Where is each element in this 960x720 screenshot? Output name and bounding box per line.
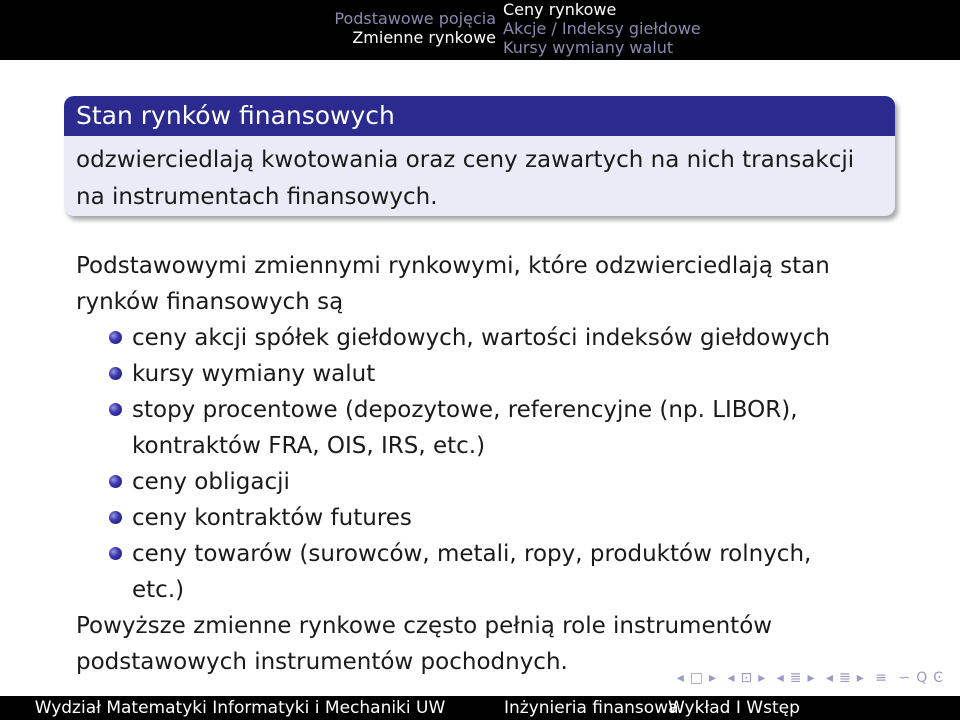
header-section-nav [334, 9, 496, 47]
list-item-text-continued: etc.) [132, 577, 185, 603]
intro-line-1: Podstawowymi zmiennymi rynkowymi, które odzwierciedlają stan [76, 253, 830, 279]
nav-section-zmienne-rynkowe[interactable]: Zmienne rynkowe [352, 28, 496, 47]
list-item-text: ceny obligacji [132, 469, 290, 495]
next-frame-icon[interactable]: ▸ [709, 670, 718, 686]
toc-icon[interactable]: ≡ [875, 670, 888, 686]
bullet-icon [109, 331, 122, 344]
search-icon[interactable]: Q [916, 670, 929, 686]
forward-icon[interactable]: Ͼ [933, 670, 944, 686]
list-item-text: ceny kontraktów futures [132, 505, 412, 531]
bullet-icon [109, 547, 122, 560]
footer-course [480, 696, 960, 720]
next-section-icon[interactable]: ▸ [807, 670, 816, 686]
nav-subsection-akcje-indeksy[interactable]: Akcje / Indeksy giełdowe [503, 19, 701, 38]
definition-block [64, 96, 895, 216]
bullet-icon [109, 475, 122, 488]
bullet-icon [109, 367, 122, 380]
prev-frame-icon[interactable]: ◂ [676, 670, 685, 686]
next-subsection-icon[interactable]: ▸ [758, 670, 767, 686]
frame-icon[interactable]: □ [689, 670, 705, 686]
header-subsection-nav [503, 0, 701, 57]
part-icon[interactable]: ≣ [839, 670, 852, 686]
list-item-text: kursy wymiany walut [132, 361, 376, 387]
list-item [132, 356, 896, 392]
section-icon[interactable]: ≣ [789, 670, 803, 686]
block-body-line-1: odzwierciedlają kwotowania oraz ceny zawartych na nich transakcji [76, 147, 855, 173]
list-item [132, 464, 896, 500]
list-item [132, 320, 896, 356]
list-item [132, 392, 896, 464]
nav-subsection-kursy-walut[interactable]: Kursy wymiany walut [503, 38, 674, 57]
subsection-icon[interactable]: ⊡ [740, 670, 754, 686]
next-part-icon[interactable]: ▸ [856, 670, 865, 686]
footer-course-title: Inżynieria finansowa [504, 698, 679, 718]
list-item [132, 500, 896, 536]
list-item-text-continued: kontraktów FRA, OIS, IRS, etc.) [132, 433, 486, 459]
nav-section-podstawowe-pojecia[interactable]: Podstawowe pojęcia [334, 9, 496, 28]
list-item-text: ceny akcji spółek giełdowych, wartości indeksów giełdowych [132, 325, 831, 351]
outro-line-1: Powyższe zmienne rynkowe często pełnią role instrumentów [76, 613, 773, 639]
bullet-icon [109, 403, 122, 416]
intro-line-2: rynków finansowych są [76, 289, 344, 315]
intro-paragraph [76, 248, 896, 320]
slide-content [76, 248, 896, 680]
prev-section-icon[interactable]: ◂ [776, 670, 785, 686]
block-body-line-2: na instrumentach finansowych. [76, 184, 438, 210]
block-title: Stan rynków finansowych [64, 96, 895, 136]
beamer-navigation [672, 670, 944, 686]
back-icon[interactable]: ∽ [898, 670, 912, 686]
list-item-text: stopy procentowe (depozytowe, referencyjne (np. LIBOR), [132, 397, 798, 423]
list-item-text: ceny towarów (surowców, metali, ropy, produktów rolnych, [132, 541, 812, 567]
block-body [64, 136, 895, 216]
outro-line-2: podstawowych instrumentów pochodnych. [76, 649, 568, 675]
footer-institution: Wydział Matematyki Informatyki i Mechaniki UW [0, 696, 480, 720]
prev-part-icon[interactable]: ◂ [826, 670, 835, 686]
prev-subsection-icon[interactable]: ◂ [727, 670, 736, 686]
header-bar [0, 0, 960, 60]
market-variables-list [76, 320, 896, 608]
footer-lecture-title: Wykład I Wstęp [668, 698, 800, 718]
nav-subsection-ceny-rynkowe[interactable]: Ceny rynkowe [503, 0, 617, 19]
bullet-icon [109, 511, 122, 524]
list-item [132, 536, 896, 608]
